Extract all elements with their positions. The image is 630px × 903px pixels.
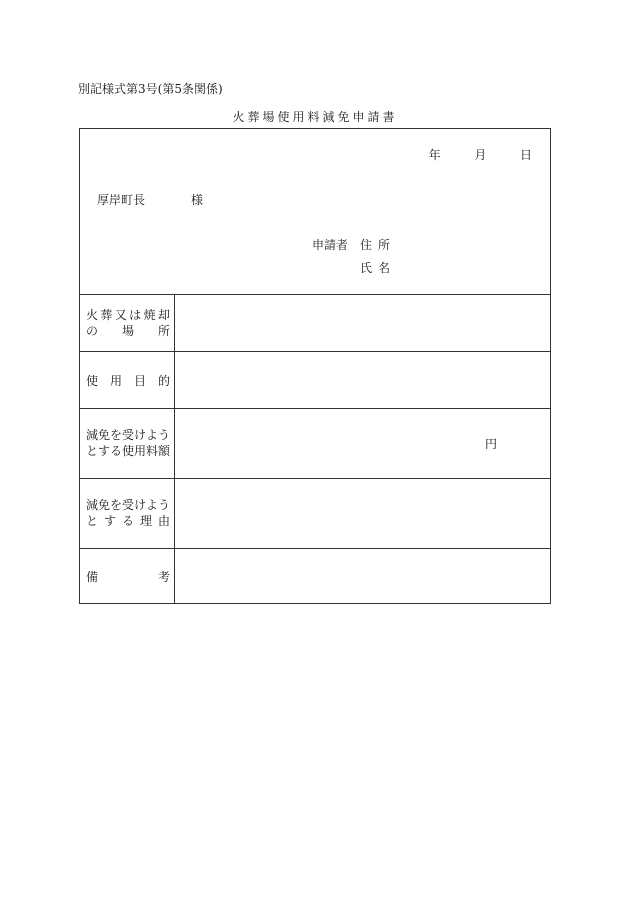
application-form <box>79 128 551 604</box>
date-line <box>429 146 532 163</box>
day-label: 日 <box>519 148 532 162</box>
purpose-label: 使 用 目 的 <box>86 374 170 388</box>
cremation-place-label: 火 葬 又 は 焼 却 の 場 所 <box>86 308 170 338</box>
remarks-field[interactable] <box>175 549 550 604</box>
year-label: 年 <box>428 148 441 162</box>
form-reference-number: 別記様式第3号(第5条関係) <box>78 82 223 96</box>
document-title: 火葬場使用料減免申請書 <box>232 110 398 124</box>
reason-field[interactable] <box>175 479 550 548</box>
yen-unit-label: 円 <box>485 437 498 451</box>
applicant-label: 申請者 <box>312 238 349 252</box>
address-label: 住所 <box>360 238 397 252</box>
recipient-honorific: 様 <box>191 193 204 207</box>
reason-label: 減免を受けよう と す る 理 由 <box>86 498 171 528</box>
fee-amount-label: 減免を受けよう とする使用料額 <box>86 428 171 458</box>
cremation-place-field[interactable] <box>175 295 550 351</box>
purpose-field[interactable] <box>175 352 550 408</box>
name-label: 氏名 <box>360 261 397 275</box>
recipient-name: 厚岸町長 <box>97 193 146 207</box>
remarks-label: 備 考 <box>86 570 170 584</box>
month-label: 月 <box>474 148 487 162</box>
